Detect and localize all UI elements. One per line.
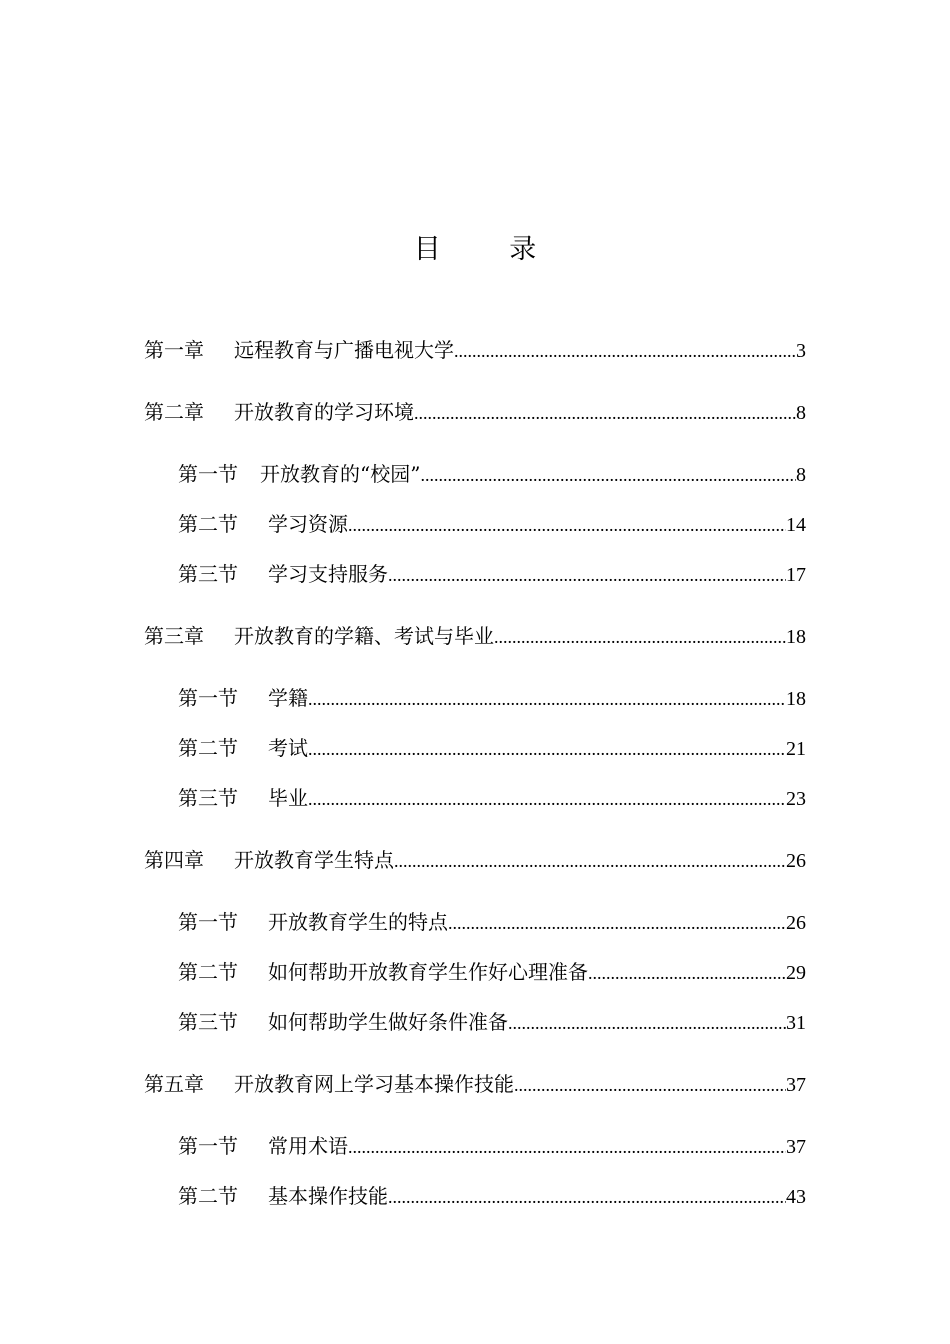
dot-leader (454, 336, 796, 366)
entry-title: 毕业 (268, 786, 308, 810)
entry-number: 第三节 (178, 562, 238, 586)
toc-section-5-1[interactable] (178, 1131, 806, 1161)
page-number: 8 (796, 464, 806, 486)
entry-number: 第一节 (178, 686, 238, 710)
page-number: 14 (786, 514, 806, 536)
entry-number: 第二节 (178, 512, 238, 536)
page-number: 31 (786, 1012, 806, 1034)
dot-leader (494, 622, 786, 652)
page-number: 29 (786, 962, 806, 984)
toc-chapter-1[interactable] (144, 335, 806, 365)
dot-leader (348, 510, 786, 540)
dot-leader (308, 784, 786, 814)
toc-section-2-2[interactable] (178, 509, 806, 539)
entry-title: 开放教育网上学习基本操作技能 (234, 1072, 514, 1096)
entry-number: 第二节 (178, 1184, 238, 1208)
entry-title: 基本操作技能 (268, 1184, 388, 1208)
page-number: 18 (786, 626, 806, 648)
entry-title: 学籍 (268, 686, 308, 710)
entry-number: 第三章 (144, 624, 204, 648)
toc-section-2-3[interactable] (178, 559, 806, 589)
dot-leader (588, 958, 786, 988)
toc-section-2-1[interactable] (178, 459, 806, 489)
entry-title: 考试 (268, 736, 308, 760)
page-number: 26 (786, 850, 806, 872)
entry-title: 常用术语 (268, 1134, 348, 1158)
page-number: 17 (786, 564, 806, 586)
entry-title: 学习资源 (268, 512, 348, 536)
toc-title: 目 录 (413, 234, 567, 265)
page-number: 23 (786, 788, 806, 810)
entry-title: 远程教育与广播电视大学 (234, 338, 454, 362)
entry-number: 第二章 (144, 400, 204, 424)
dot-leader (508, 1008, 786, 1038)
dot-leader (420, 460, 796, 490)
entry-number: 第三节 (178, 1010, 238, 1034)
entry-title: 学习支持服务 (268, 562, 388, 586)
toc-section-3-3[interactable] (178, 783, 806, 813)
entry-number: 第一章 (144, 338, 204, 362)
entry-title: 如何帮助开放教育学生作好心理准备 (268, 960, 588, 984)
entry-number: 第三节 (178, 786, 238, 810)
entry-title: 开放教育学生的特点 (268, 910, 448, 934)
dot-leader (388, 560, 786, 590)
page-number: 43 (786, 1186, 806, 1208)
entry-title: 开放教育的“校园” (260, 462, 421, 486)
entry-number: 第一节 (178, 1134, 238, 1158)
entry-number: 第二节 (178, 960, 238, 984)
page-number: 37 (786, 1136, 806, 1158)
page-number: 26 (786, 912, 806, 934)
page-number: 3 (796, 340, 806, 362)
dot-leader (514, 1070, 786, 1100)
toc-section-4-3[interactable] (178, 1007, 806, 1037)
toc-chapter-2[interactable] (144, 397, 806, 427)
entry-title: 开放教育学生特点 (234, 848, 394, 872)
toc-chapter-3[interactable] (144, 621, 806, 651)
dot-leader (308, 734, 786, 764)
dot-leader (394, 846, 786, 876)
page-number: 8 (796, 402, 806, 424)
entry-number: 第一节 (178, 910, 238, 934)
dot-leader (414, 398, 796, 428)
entry-title: 开放教育的学习环境 (234, 400, 414, 424)
page-number: 37 (786, 1074, 806, 1096)
page-number: 21 (786, 738, 806, 760)
dot-leader (448, 908, 786, 938)
entry-number: 第五章 (144, 1072, 204, 1096)
toc-section-4-1[interactable] (178, 907, 806, 937)
toc-chapter-5[interactable] (144, 1069, 806, 1099)
entry-number: 第一节 (178, 462, 238, 486)
dot-leader (308, 684, 786, 714)
page-number: 18 (786, 688, 806, 710)
entry-title: 如何帮助学生做好条件准备 (268, 1010, 508, 1034)
toc-section-3-1[interactable] (178, 683, 806, 713)
toc-section-5-2[interactable] (178, 1181, 806, 1211)
entry-number: 第四章 (144, 848, 204, 872)
entry-number: 第二节 (178, 736, 238, 760)
entry-title: 开放教育的学籍、考试与毕业 (234, 624, 494, 648)
toc-section-3-2[interactable] (178, 733, 806, 763)
toc-section-4-2[interactable] (178, 957, 806, 987)
toc-chapter-4[interactable] (144, 845, 806, 875)
dot-leader (348, 1132, 786, 1162)
dot-leader (388, 1182, 786, 1212)
